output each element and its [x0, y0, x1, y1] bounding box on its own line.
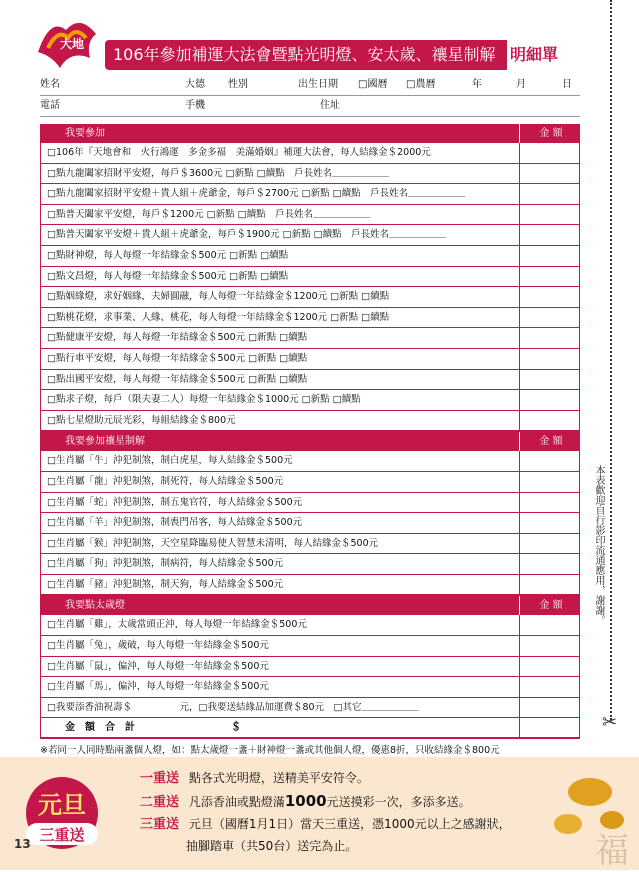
promo-text-2: 元送摸彩一次，多添多送。: [326, 795, 471, 809]
month-label: 月: [516, 79, 526, 90]
option-text: □生肖屬「蛇」沖犯制煞，制五鬼官符，每人結緣金＄500元: [47, 496, 303, 508]
promo-line-3: [140, 813, 511, 836]
scissors-icon: ✂: [602, 712, 618, 733]
solar-checkbox[interactable]: □國曆: [358, 79, 388, 90]
option-row[interactable]: [41, 184, 579, 205]
option-text: □點姻緣燈，求好姻緣，夫婦圓融，每人每燈一年結緣金＄1200元 □新點 □續點: [47, 291, 390, 303]
year-label: 年: [472, 79, 482, 90]
photocopy-note: 本表歡迎自行影印流通應用，謝謝。: [593, 465, 604, 625]
option-text: □生肖屬「猴」沖犯制煞，天空星降臨易使人智慧未清明，每人結緣金＄500元: [47, 537, 379, 549]
option-row[interactable]: [41, 534, 579, 555]
option-row[interactable]: [41, 164, 579, 185]
option-row[interactable]: [41, 411, 579, 432]
amount-cell[interactable]: [519, 636, 582, 656]
badge-top-text: 元旦: [38, 791, 86, 819]
option-text: □我要添香油祝壽＄ 元，□我要送結緣品加運費＄80元 □其它＿＿＿＿＿＿: [47, 701, 419, 713]
amount-cell[interactable]: [519, 390, 582, 410]
promo-text: 點各式光明燈，送精美平安符令。: [188, 771, 369, 785]
amount-cell[interactable]: [519, 513, 582, 533]
option-text: □點財神燈，每人每燈一年結緣金＄500元 □新點 □續點: [47, 249, 289, 261]
total-row: [41, 718, 579, 738]
option-row[interactable]: [41, 246, 579, 267]
amount-cell[interactable]: [519, 615, 582, 635]
option-text: □生肖屬「牛」沖犯制煞，制白虎星，每人結緣金＄500元: [47, 455, 293, 467]
promo-label: 三重送: [140, 817, 180, 832]
option-row[interactable]: [41, 513, 579, 534]
amount-cell[interactable]: [519, 451, 582, 471]
amount-header: 金 額: [519, 124, 582, 143]
option-row[interactable]: [41, 554, 579, 575]
amount-cell[interactable]: [519, 267, 582, 287]
option-row[interactable]: [41, 472, 579, 493]
option-text: □生肖屬「兔」，歲破，每人每燈一年結緣金＄500元: [47, 640, 269, 652]
amount-cell[interactable]: [519, 472, 582, 492]
section-title: 我要參加: [65, 128, 105, 139]
temple-logo: [30, 12, 102, 74]
amount-cell[interactable]: [519, 534, 582, 554]
amount-cell[interactable]: [519, 184, 582, 204]
option-text: □106年『天地會和 火行鴻運 多金多福 美滿婚姻』補運大法會，每人結緣金＄2000元: [47, 147, 431, 158]
note-1: ※若同一人同時點兩盞個人燈，如：點太歲燈一盞＋財神燈一盞或其他個人燈，優惠8折，只收結緣金＄800元: [40, 745, 500, 757]
option-text: □點七星燈助元辰光彩，每組結緣金＄800元: [47, 414, 236, 426]
badge-bottom-text: 三重送: [39, 826, 85, 844]
logo-text: 大地: [60, 37, 85, 51]
option-text: □生肖屬「鼠」，偏沖，每人每燈一年結緣金＄500元: [47, 660, 269, 672]
promo-text: 元旦（國曆1月1日）當天三重送，憑1000元以上之感謝狀，: [188, 817, 511, 831]
promo-text: 抽腳踏車（共50台）送完為止。: [186, 839, 358, 853]
option-row[interactable]: [41, 451, 579, 472]
total-amount-cell[interactable]: [519, 718, 582, 737]
info-row-2: [40, 96, 580, 117]
amount-cell[interactable]: [519, 575, 582, 595]
section-heading: [41, 124, 579, 143]
amount-cell[interactable]: [519, 677, 582, 697]
option-text: □生肖屬「狗」沖犯制煞，制病符，每人結緣金＄500元: [47, 558, 284, 570]
option-text: □點求子燈，每戶（限夫妻二人）每燈一年結緣金＄1000元 □新點 □續點: [47, 394, 361, 406]
dade-label: 大德: [185, 79, 205, 90]
cut-line: [610, 0, 612, 720]
amount-cell[interactable]: [519, 287, 582, 307]
option-text: □點文昌燈，每人每燈一年結緣金＄500元 □新點 □續點: [47, 270, 289, 282]
promo-line-1: [140, 767, 369, 790]
option-text: □點出國平安燈，每人每燈一年結緣金＄500元 □新點 □續點: [47, 373, 308, 385]
option-text: □點行車平安燈，每人每燈一年結緣金＄500元 □新點 □續點: [47, 352, 308, 364]
lunar-checkbox[interactable]: □農曆: [406, 79, 436, 90]
promo-text: 凡添香油或點燈滿: [188, 795, 285, 809]
option-row[interactable]: [41, 287, 579, 308]
promo-label: 一重送: [140, 771, 180, 786]
mobile-label: 手機: [185, 100, 205, 111]
total-currency: ＄: [231, 722, 241, 734]
option-text: □點普天闔家平安燈＋貴人組＋虎爺金，每戶＄1900元 □新點 □續點 戶長姓名＿＿＿＿＿＿: [47, 229, 447, 241]
option-row[interactable]: [41, 225, 579, 246]
section-taisui: [40, 596, 580, 739]
option-row[interactable]: [41, 390, 579, 411]
option-row[interactable]: [41, 615, 579, 636]
option-row[interactable]: [41, 267, 579, 288]
amount-cell[interactable]: [519, 493, 582, 513]
section-title: 我要點太歲燈: [65, 600, 125, 612]
amount-header: 金 額: [519, 432, 582, 451]
amount-cell[interactable]: [519, 554, 582, 574]
amount-header: 金 額: [519, 596, 582, 615]
amount-cell[interactable]: [519, 698, 582, 718]
amount-cell[interactable]: [519, 657, 582, 677]
amount-cell[interactable]: [519, 164, 582, 184]
page-number: 13: [14, 837, 31, 851]
option-row[interactable]: [41, 677, 579, 698]
fu-character: 福: [595, 831, 629, 868]
promo-amount: 1000: [284, 792, 327, 810]
info-row-1: [40, 75, 580, 96]
option-row[interactable]: [41, 698, 579, 719]
option-row[interactable]: [41, 657, 579, 678]
section-title: 我要參加禳星制解: [65, 436, 145, 448]
option-text: □生肖屬「馬」，偏沖，每人每燈一年結緣金＄500元: [47, 681, 269, 693]
option-row[interactable]: [41, 370, 579, 391]
section-participate: [40, 124, 580, 432]
option-text: □點九龍闔家招財平安燈，每戶＄3600元 □新點 □續點 戶長姓名＿＿＿＿＿＿: [47, 167, 390, 179]
title-suffix: 明細單: [510, 45, 559, 64]
option-row[interactable]: [41, 493, 579, 514]
section-rangxing: [40, 432, 580, 596]
option-row[interactable]: [41, 143, 579, 164]
option-text: □生肖屬「雞」，太歲當頭正沖，每人每燈一年結緣金＄500元: [47, 619, 307, 631]
option-row[interactable]: [41, 349, 579, 370]
promo-line-2: [140, 790, 471, 814]
option-text: □點九龍闔家招財平安燈＋貴人組＋虎爺金，每戶＄2700元 □新點 □續點 戶長姓名＿＿＿＿＿＿: [47, 188, 466, 200]
phone-label: 電話: [40, 100, 60, 111]
day-label: 日: [562, 79, 572, 90]
option-row[interactable]: [41, 636, 579, 657]
page-title: 106年參加補運大法會暨點光明燈、安太歲、禳星制解: [105, 40, 507, 70]
amount-cell[interactable]: [519, 143, 582, 163]
promo-line-4: [186, 835, 357, 857]
option-text: □生肖屬「龍」沖犯制煞，制死符，每人結緣金＄500元: [47, 475, 284, 487]
option-text: □生肖屬「羊」沖犯制煞，制喪門吊客，每人結緣金＄500元: [47, 517, 303, 529]
option-row[interactable]: [41, 308, 579, 329]
promo-label: 二重送: [140, 795, 180, 810]
option-text: □點健康平安燈，每人每燈一年結緣金＄500元 □新點 □續點: [47, 332, 308, 344]
amount-cell[interactable]: [519, 411, 582, 431]
gender-label: 性別: [228, 79, 248, 90]
amount-cell[interactable]: [519, 370, 582, 390]
option-row[interactable]: [41, 328, 579, 349]
amount-cell[interactable]: [519, 308, 582, 328]
total-label: 金 額 合 計: [65, 722, 135, 734]
amount-cell[interactable]: [519, 246, 582, 266]
amount-cell[interactable]: [519, 328, 582, 348]
name-label: 姓名: [40, 79, 60, 90]
gold-coins-decor: [540, 762, 638, 868]
option-text: □點桃花燈，求事業、人緣、桃花，每人每燈一年結緣金＄1200元 □新點 □續點: [47, 311, 390, 323]
section-heading: [41, 596, 579, 615]
amount-cell[interactable]: [519, 225, 582, 245]
option-row[interactable]: [41, 575, 579, 596]
amount-cell[interactable]: [519, 205, 582, 225]
option-text: □點普天闔家平安燈，每戶＄1200元 □新點 □續點 戶長姓名＿＿＿＿＿＿: [47, 208, 371, 220]
option-row[interactable]: [41, 205, 579, 226]
option-text: □生肖屬「豬」沖犯制煞，制天狗，每人結緣金＄500元: [47, 578, 284, 590]
amount-cell[interactable]: [519, 349, 582, 369]
address-label: 住址: [320, 100, 340, 111]
birth-label: 出生日期: [298, 79, 338, 90]
order-form: [40, 75, 580, 776]
section-heading: [41, 432, 579, 451]
